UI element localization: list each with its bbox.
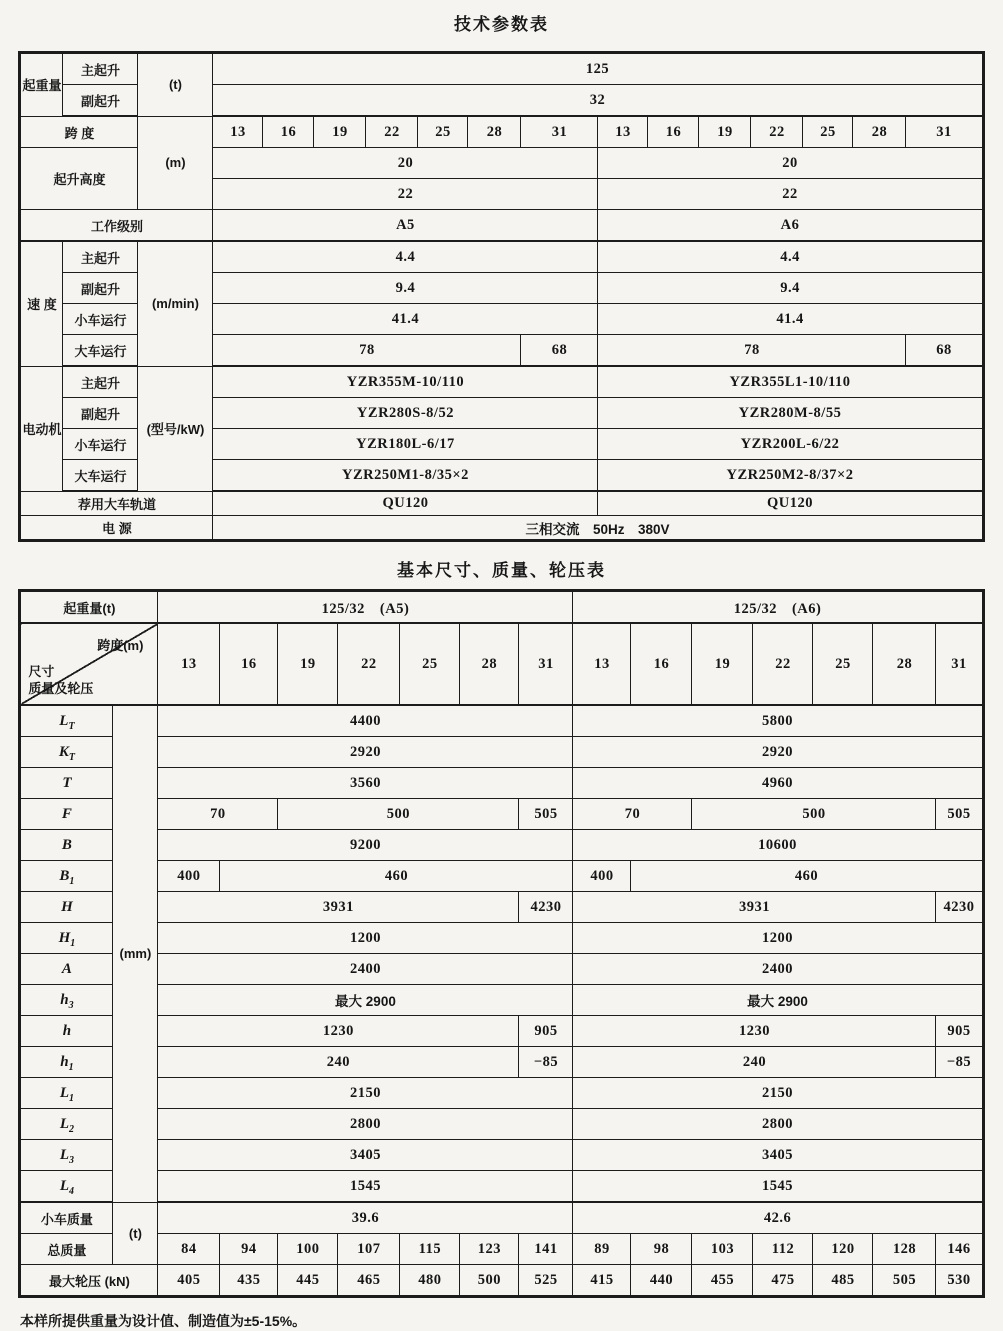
wheel-pressure-cell: 415 — [573, 1265, 631, 1297]
t1-value-speed-main-a5: 4.4 — [213, 241, 598, 273]
wheel-pressure-cell: 525 — [519, 1265, 573, 1297]
t1-label-motor-main: 主起升 — [63, 366, 138, 398]
t1-label-main-hoist: 主起升 — [63, 53, 138, 85]
t2-diag-dims-label: 尺寸 — [28, 664, 55, 679]
span-header-cell: 25 — [418, 116, 468, 148]
total-mass-cell: 128 — [873, 1234, 936, 1265]
span-header-cell: 22 — [338, 623, 400, 705]
t1-value-motor-crane-a5: YZR250M1-8/35×2 — [213, 460, 598, 492]
wheel-pressure-cell: 405 — [158, 1265, 220, 1297]
total-mass-cell: 84 — [158, 1234, 220, 1265]
t2-value-L3-a5: 3405 — [158, 1140, 573, 1171]
t1-value-speed-crane-a5: 78 — [213, 335, 521, 367]
wheel-pressure-cell: 500 — [460, 1265, 519, 1297]
t2-value-F1-a6: 70 — [573, 799, 692, 830]
t2-value-F2-a6: 500 — [692, 799, 936, 830]
t2-dim-label-h3: $h_3$ — [20, 985, 113, 1016]
t2-value-h1row2-a5: −85 — [519, 1047, 573, 1078]
t2-value-B1-1-a6: 400 — [573, 861, 631, 892]
span-header-cell: 31 — [936, 623, 983, 705]
span-header-cell: 31 — [519, 623, 573, 705]
t1-unit-m: (m) — [138, 116, 213, 210]
dimensions-table — [18, 589, 984, 1298]
t2-label-trolley-mass: 小车质量 — [20, 1202, 113, 1234]
t2-value-H1row-a5: 1200 — [158, 923, 573, 954]
t1-value-height2-a5: 22 — [213, 179, 598, 210]
t1-label-speed-trolley: 小车运行 — [63, 304, 138, 335]
t1-value-motor-main-a6: YZR355L1-10/110 — [598, 366, 983, 398]
t2-value-LT-a5: 4400 — [158, 705, 573, 737]
span-header-cell: 25 — [400, 623, 460, 705]
t1-label-motor-crane: 大车运行 — [63, 460, 138, 492]
t2-diagonal-header-cell — [20, 623, 158, 705]
t2-value-H1row-a6: 1200 — [573, 923, 983, 954]
t1-value-speed-aux-a6: 9.4 — [598, 273, 983, 304]
span-header-cell: 28 — [873, 623, 936, 705]
t2-value-L4-a6: 1545 — [573, 1171, 983, 1203]
t2-value-H2-a5: 4230 — [519, 892, 573, 923]
wheel-pressure-cell: 445 — [278, 1265, 338, 1297]
t2-value-B-a6: 10600 — [573, 830, 983, 861]
t1-label-motor: 电动机 — [20, 366, 63, 491]
span-header-cell: 16 — [648, 116, 699, 148]
total-mass-cell: 146 — [936, 1234, 983, 1265]
t2-value-h3-a6: 最大 2900 — [573, 985, 983, 1016]
total-mass-cell: 103 — [692, 1234, 753, 1265]
wheel-pressure-cell: 455 — [692, 1265, 753, 1297]
t2-value-F2-a5: 500 — [278, 799, 519, 830]
t2-value-h3-a5: 最大 2900 — [158, 985, 573, 1016]
page-title-tech-params: 技术参数表 — [454, 15, 549, 34]
t2-value-F3-a6: 505 — [936, 799, 983, 830]
t2-value-B1-1-a5: 400 — [158, 861, 220, 892]
t2-dim-label-A: A — [20, 954, 113, 985]
t2-dim-label-h1: $h_1$ — [20, 1047, 113, 1078]
total-mass-cell: 115 — [400, 1234, 460, 1265]
t1-label-aux-hoist: 副起升 — [63, 85, 138, 117]
t2-dim-label-h: h — [20, 1016, 113, 1047]
t2-dim-label-B: B — [20, 830, 113, 861]
t2-value-T-a6: 4960 — [573, 768, 983, 799]
t2-value-A-a6: 2400 — [573, 954, 983, 985]
t2-dim-label-L4: $L_4$ — [20, 1171, 113, 1203]
total-mass-cell: 120 — [813, 1234, 873, 1265]
t2-dim-label-H1: $H_1$ — [20, 923, 113, 954]
t1-value-main-capacity: 125 — [213, 53, 983, 85]
t1-unit-m-min: (m/min) — [138, 241, 213, 366]
t1-label-speed-aux: 副起升 — [63, 273, 138, 304]
footnote: 本样所提供重量为设计值、制造值为±5-15%。 — [20, 1313, 307, 1329]
t1-value-speed-crane31-a5: 68 — [521, 335, 598, 367]
span-header-cell: 16 — [631, 623, 692, 705]
t1-value-motor-crane-a6: YZR250M2-8/37×2 — [598, 460, 983, 492]
t2-value-T-a5: 3560 — [158, 768, 573, 799]
t2-value-L3-a6: 3405 — [573, 1140, 983, 1171]
t1-label-rail: 荐用大车轨道 — [20, 491, 213, 516]
t2-value-LT-a6: 5800 — [573, 705, 983, 737]
tech-params-table — [18, 51, 984, 542]
total-mass-cell: 98 — [631, 1234, 692, 1265]
wheel-pressure-cell: 440 — [631, 1265, 692, 1297]
t1-value-speed-crane-a6: 78 — [598, 335, 906, 367]
t1-value-motor-trolley-a5: YZR180L-6/17 — [213, 429, 598, 460]
t2-value-B-a5: 9200 — [158, 830, 573, 861]
t2-value-B1-2-a6: 460 — [631, 861, 983, 892]
span-header-cell: 25 — [803, 116, 853, 148]
t2-dim-label-L2: $L_2$ — [20, 1109, 113, 1140]
t1-label-capacity: 起重量 — [20, 53, 63, 117]
t1-value-duty-a6: A6 — [598, 210, 983, 242]
t2-value-B1-2-a5: 460 — [220, 861, 573, 892]
total-mass-cell: 112 — [753, 1234, 813, 1265]
t1-value-height-a5: 20 — [213, 148, 598, 179]
t2-value-trolley-mass-a6: 42.6 — [573, 1202, 983, 1234]
span-header-cell: 19 — [692, 623, 753, 705]
t2-value-L4-a5: 1545 — [158, 1171, 573, 1203]
t2-value-H1-a5: 3931 — [158, 892, 519, 923]
t2-label-max-wheel-pressure: 最大轮压 (kN) — [20, 1265, 158, 1297]
t2-value-KT-a6: 2920 — [573, 737, 983, 768]
t2-value-h1row1-a6: 240 — [573, 1047, 936, 1078]
wheel-pressure-cell: 485 — [813, 1265, 873, 1297]
t1-value-motor-main-a5: YZR355M-10/110 — [213, 366, 598, 398]
t2-diag-mass-label: 质量及轮压 — [28, 681, 94, 696]
t1-value-power: 三相交流 50Hz 380V — [213, 516, 983, 541]
t1-label-lifting-height: 起升高度 — [20, 148, 138, 210]
t2-header-a5: 125/32 (A5) — [158, 591, 573, 624]
span-header-cell: 25 — [813, 623, 873, 705]
t2-dim-label-T: T — [20, 768, 113, 799]
span-header-cell: 13 — [213, 116, 263, 148]
t1-value-duty-a5: A5 — [213, 210, 598, 242]
t2-dim-label-F: F — [20, 799, 113, 830]
wheel-pressure-cell: 530 — [936, 1265, 983, 1297]
total-mass-cell: 123 — [460, 1234, 519, 1265]
t1-value-speed-crane31-a6: 68 — [906, 335, 983, 367]
t2-value-L2-a5: 2800 — [158, 1109, 573, 1140]
t1-value-speed-main-a6: 4.4 — [598, 241, 983, 273]
span-header-cell: 13 — [598, 116, 648, 148]
t2-value-h1row2-a6: −85 — [936, 1047, 983, 1078]
t2-dim-label-B1: $B_1$ — [20, 861, 113, 892]
wheel-pressure-cell: 505 — [873, 1265, 936, 1297]
t2-value-H1-a6: 3931 — [573, 892, 936, 923]
t2-unit-mm: (mm) — [113, 705, 158, 1202]
span-header-cell: 22 — [753, 623, 813, 705]
t2-unit-t: (t) — [113, 1202, 158, 1265]
span-header-cell: 28 — [468, 116, 521, 148]
t2-value-h2-a5: 905 — [519, 1016, 573, 1047]
t2-value-trolley-mass-a5: 39.6 — [158, 1202, 573, 1234]
total-mass-cell: 107 — [338, 1234, 400, 1265]
t1-label-duty-class: 工作级别 — [20, 210, 213, 242]
t2-value-h2-a6: 905 — [936, 1016, 983, 1047]
t2-value-L2-a6: 2800 — [573, 1109, 983, 1140]
t2-dim-label-LT: $L_T$ — [20, 705, 113, 737]
t1-value-speed-aux-a5: 9.4 — [213, 273, 598, 304]
t1-value-rail-a5: QU120 — [213, 491, 598, 516]
total-mass-cell: 141 — [519, 1234, 573, 1265]
t1-value-height-a6: 20 — [598, 148, 983, 179]
t1-label-speed-crane: 大车运行 — [63, 335, 138, 367]
t1-label-speed-main: 主起升 — [63, 241, 138, 273]
t1-value-height2-a6: 22 — [598, 179, 983, 210]
t1-label-motor-aux: 副起升 — [63, 398, 138, 429]
wheel-pressure-cell: 435 — [220, 1265, 278, 1297]
span-header-cell: 16 — [263, 116, 314, 148]
span-header-cell: 31 — [521, 116, 598, 148]
span-header-cell: 13 — [573, 623, 631, 705]
span-header-cell: 31 — [906, 116, 983, 148]
t1-unit-t: (t) — [138, 53, 213, 117]
t2-dim-label-L3: $L_3$ — [20, 1140, 113, 1171]
t2-dim-label-KT: $K_T$ — [20, 737, 113, 768]
t2-header-a6: 125/32 (A6) — [573, 591, 983, 624]
t2-value-A-a5: 2400 — [158, 954, 573, 985]
t1-label-motor-trolley: 小车运行 — [63, 429, 138, 460]
t2-label-capacity: 起重量(t) — [20, 591, 158, 624]
t2-value-H2-a6: 4230 — [936, 892, 983, 923]
t2-value-L1-a5: 2150 — [158, 1078, 573, 1109]
t1-label-span: 跨 度 — [20, 116, 138, 148]
t1-value-motor-trolley-a6: YZR200L-6/22 — [598, 429, 983, 460]
t2-value-h1row1-a5: 240 — [158, 1047, 519, 1078]
span-header-cell: 16 — [220, 623, 278, 705]
t1-label-speed: 速 度 — [20, 241, 63, 366]
wheel-pressure-cell: 465 — [338, 1265, 400, 1297]
page-title-dimensions: 基本尺寸、质量、轮压表 — [397, 561, 606, 580]
t1-value-motor-aux-a5: YZR280S-8/52 — [213, 398, 598, 429]
span-header-cell: 13 — [158, 623, 220, 705]
t2-dim-label-L1: $L_1$ — [20, 1078, 113, 1109]
span-header-cell: 19 — [314, 116, 366, 148]
t2-value-F1-a5: 70 — [158, 799, 278, 830]
span-header-cell: 28 — [460, 623, 519, 705]
wheel-pressure-cell: 475 — [753, 1265, 813, 1297]
span-header-cell: 28 — [853, 116, 906, 148]
t2-value-h1-a5: 1230 — [158, 1016, 519, 1047]
t2-label-total-mass: 总质量 — [20, 1234, 113, 1265]
t2-value-h1-a6: 1230 — [573, 1016, 936, 1047]
span-header-cell: 19 — [699, 116, 751, 148]
total-mass-cell: 89 — [573, 1234, 631, 1265]
t2-diag-span-label: 跨度(m) — [97, 638, 144, 653]
t1-value-aux-capacity: 32 — [213, 85, 983, 117]
span-header-cell: 22 — [366, 116, 418, 148]
t1-value-motor-aux-a6: YZR280M-8/55 — [598, 398, 983, 429]
span-header-cell: 19 — [278, 623, 338, 705]
t2-value-KT-a5: 2920 — [158, 737, 573, 768]
wheel-pressure-cell: 480 — [400, 1265, 460, 1297]
t1-value-speed-trolley-a5: 41.4 — [213, 304, 598, 335]
t1-unit-model-kw: (型号/kW) — [138, 366, 213, 491]
t2-dim-label-H: H — [20, 892, 113, 923]
t2-value-F3-a5: 505 — [519, 799, 573, 830]
total-mass-cell: 94 — [220, 1234, 278, 1265]
t1-value-speed-trolley-a6: 41.4 — [598, 304, 983, 335]
t2-value-L1-a6: 2150 — [573, 1078, 983, 1109]
total-mass-cell: 100 — [278, 1234, 338, 1265]
span-header-cell: 22 — [751, 116, 803, 148]
t1-value-rail-a6: QU120 — [598, 491, 983, 516]
t1-label-power: 电 源 — [20, 516, 213, 541]
